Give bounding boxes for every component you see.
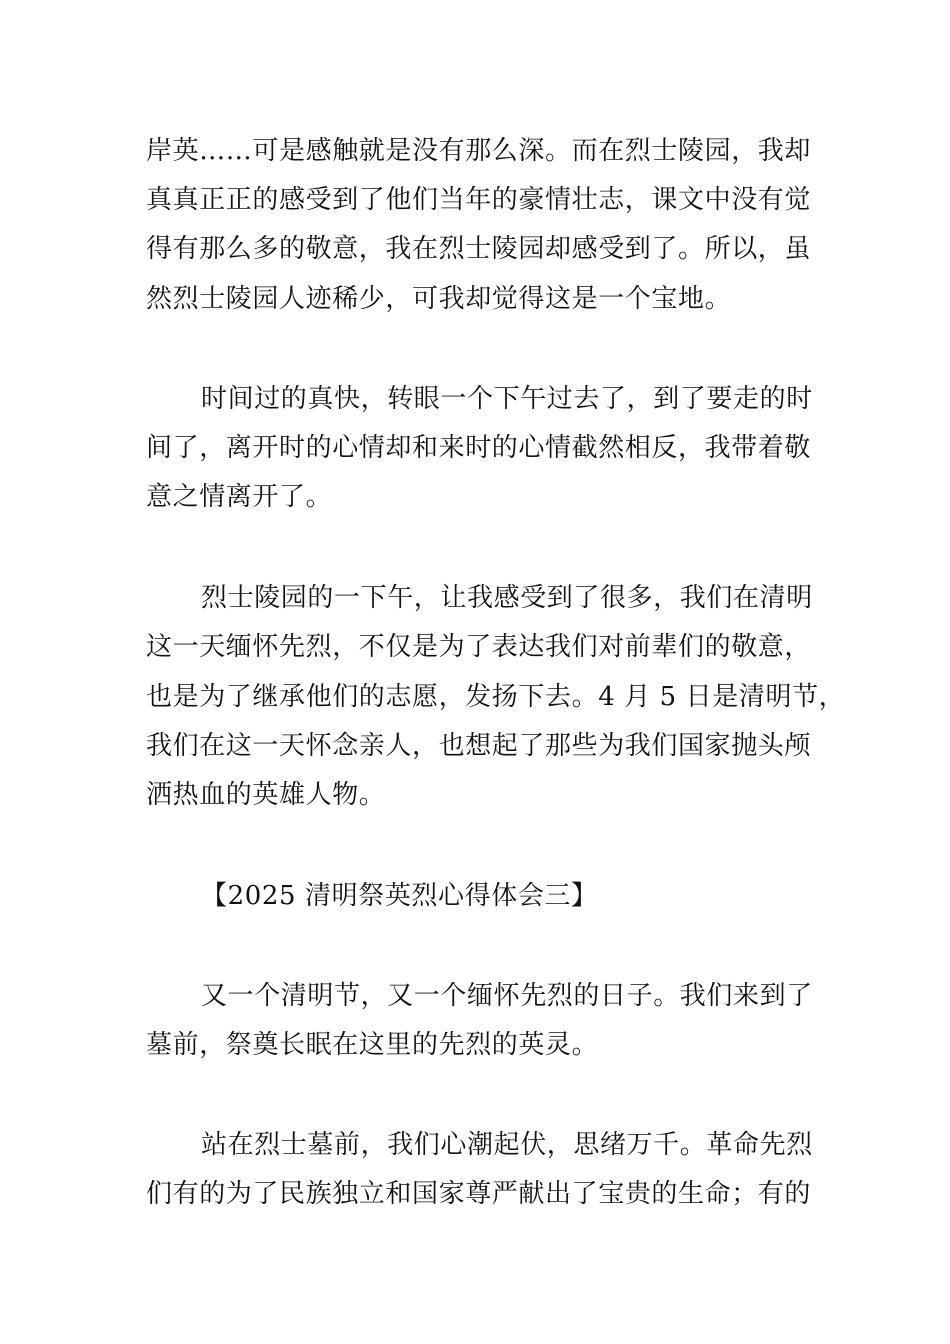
text-line: 真真正正的感受到了他们当年的豪情壮志，课文中没有觉	[146, 185, 812, 215]
text-line: 时间过的真快，转眼一个下午过去了，到了要走的时	[201, 384, 813, 414]
text-line: 又一个清明节，又一个缅怀先烈的日子。我们来到了	[201, 981, 813, 1011]
text-line: 这一天缅怀先烈，不仅是为了表达我们对前辈们的敬意，	[146, 632, 812, 662]
text-line: 墓前，祭奠长眠在这里的先烈的英灵。	[146, 1030, 599, 1060]
text-line: 也是为了继承他们的志愿，发扬下去。4 月 5 日是清明节，	[146, 682, 846, 712]
text-line: 岸英……可是感触就是没有那么深。而在烈士陵园，我却	[146, 136, 812, 166]
text-line: 烈士陵园的一下午，让我感受到了很多，我们在清明	[201, 583, 813, 613]
text-line: 得有那么多的敬意，我在烈士陵园却感受到了。所以，虽	[146, 234, 812, 264]
text-line: 我们在这一天怀念亲人，也想起了那些为我们国家抛头颅	[146, 731, 812, 761]
text-line: 间了，离开时的心情却和来时的心情截然相反，我带着敬	[146, 433, 812, 463]
text-line: 站在烈士墓前，我们心潮起伏，思绪万千。革命先烈	[201, 1130, 813, 1160]
section-heading: 【2025 清明祭英烈心得体会三】	[201, 881, 598, 911]
text-line: 们有的为了民族独立和国家尊严献出了宝贵的生命；有的	[146, 1179, 812, 1209]
text-line: 洒热血的英雄人物。	[146, 780, 386, 810]
text-line: 然烈士陵园人迹稀少，可我却觉得这是一个宝地。	[146, 284, 732, 314]
text-line: 意之情离开了。	[146, 482, 333, 512]
